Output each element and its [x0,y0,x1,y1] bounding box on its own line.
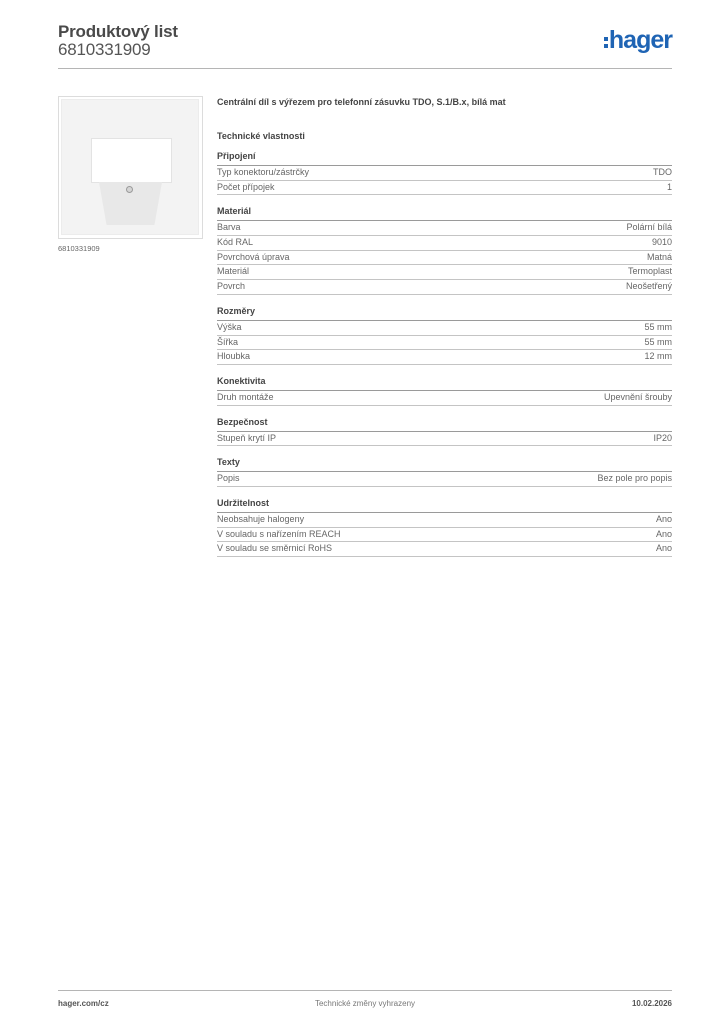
group-rozmery [217,305,672,365]
footer-note: Technické změny vyhrazeny [314,999,416,1008]
socket-cutout [91,138,172,183]
spec-value: 12 mm [644,351,672,362]
logo-mark-icon [604,37,608,48]
spec-content [217,96,672,557]
group-konektivita [217,375,672,406]
product-description: Centrální díl s výřezem pro telefonní zásuvku TDO, S.1/B.x, bílá mat [217,97,506,107]
spec-row [217,513,672,528]
product-image [58,96,203,239]
product-number: 6810331909 [58,40,151,59]
spec-value: Ano [655,528,672,539]
group-title: Bezpečnost [217,416,268,427]
spec-label: Povrch [217,281,246,292]
spec-value: 55 mm [644,321,672,332]
spec-row [217,181,672,196]
spec-row [217,350,672,365]
logo-text: hager [608,26,672,54]
spec-row [217,221,672,236]
spec-value: Ano [655,513,672,524]
group-title: Konektivita [217,375,266,386]
footer-url-link[interactable]: hager.com/cz [58,999,109,1008]
group-texty [217,456,672,487]
image-caption: 6810331909 [58,244,100,253]
group-title: Udržitelnost [217,497,270,508]
screw-icon [126,186,133,193]
group-title: Rozměry [217,305,256,316]
spec-row [217,391,672,406]
spec-row [217,336,672,351]
spec-label: Druh montáže [217,391,274,402]
group-title: Texty [217,457,240,468]
page-header [58,20,672,68]
page-footer [58,990,672,1008]
product-photo-icon [61,99,199,235]
spec-value: Termoplast [627,266,672,277]
spec-label: Neobsahuje halogeny [217,513,305,524]
spec-value: Bez pole pro popis [597,473,672,484]
spec-row [217,236,672,251]
spec-value: Neošetřený [625,281,672,292]
spec-value: Matná [646,251,672,262]
spec-row [217,280,672,295]
group-pripojeni [217,150,672,195]
spec-value: TDO [653,167,672,177]
footer-date: 10.02.2026 [631,999,672,1008]
spec-value: 1 [666,181,672,192]
group-udrzitelnost [217,497,672,557]
spec-label: Počet přípojek [217,181,275,192]
group-title: Materiál [217,206,252,217]
spec-label: V souladu s nařízením REACH [217,528,341,539]
spec-row [217,265,672,280]
spec-label: V souladu se směrnicí RoHS [217,543,333,554]
section-title: Technické vlastnosti [217,131,305,141]
spec-row [217,251,672,266]
document-title: Produktový list [58,22,178,41]
spec-row [217,528,672,543]
spec-value: Polární bílá [626,222,672,233]
spec-row [217,321,672,336]
spec-label: Výška [217,321,242,332]
spec-label: Popis [217,473,240,484]
spec-label: Povrchová úprava [217,251,290,262]
spec-value: 55 mm [644,336,672,347]
spec-value: Ano [655,543,672,554]
group-material [217,205,672,294]
spec-label: Stupeň krytí IP [217,432,277,443]
header-divider [58,68,672,69]
spec-label: Šířka [217,336,239,347]
spec-label: Materiál [217,266,250,277]
spec-label: Kód RAL [217,237,254,248]
spec-label: Barva [217,222,241,233]
spec-value: Upevnění šrouby [603,391,672,402]
spec-label: Typ konektoru/zástrčky [217,167,310,177]
spec-row [217,166,672,181]
spec-row [217,432,672,447]
group-title: Připojení [217,151,256,161]
spec-value: 9010 [651,237,672,248]
spec-value: IP20 [653,432,672,443]
spec-row [217,542,672,557]
spec-row [217,472,672,487]
spec-label: Hloubka [217,351,251,362]
hager-logo[interactable] [604,28,672,53]
group-bezpecnost [217,416,672,447]
